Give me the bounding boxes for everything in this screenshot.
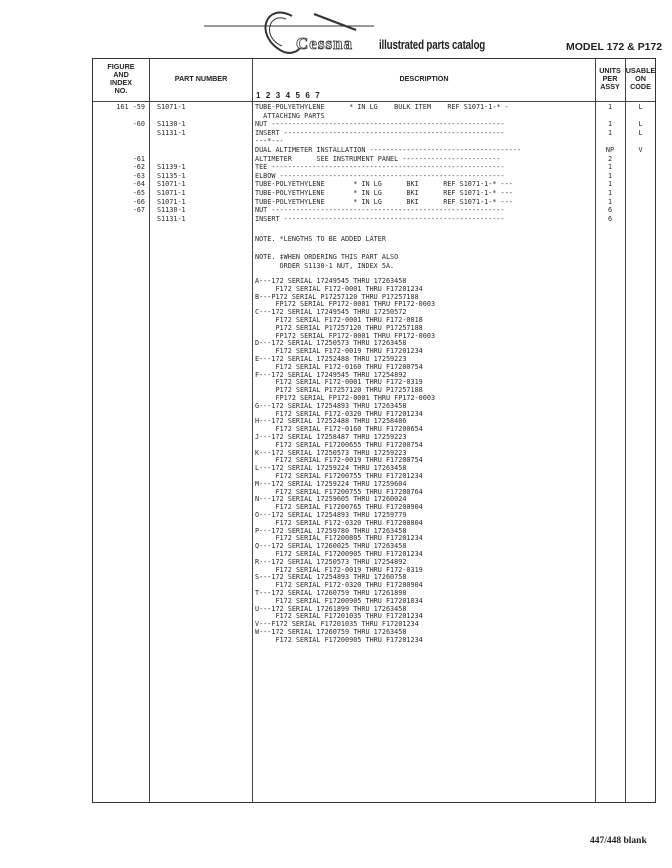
usable-code-line: T---172 SERIAL 17260759 THRU 17261898 xyxy=(255,590,407,597)
usable-code-line: O---172 SERIAL 17254893 THRU 17259779 xyxy=(255,512,407,519)
row-part-number: S1071-1 xyxy=(157,180,186,189)
row-description: NUT --------------------------------------------------------- xyxy=(255,120,505,129)
column-divider xyxy=(252,59,253,802)
usable-code-line: F172 SERIAL F172-0019 THRU F17201234 xyxy=(255,348,423,356)
row-units: NP xyxy=(605,146,615,154)
usable-code-line: F172 SERIAL F17201035 THRU F17201234 xyxy=(255,613,423,621)
header-line: NO. xyxy=(114,86,128,95)
usable-code-line: F172 SERIAL F172-0160 THRU F17200754 xyxy=(255,363,423,371)
usable-code-line: FP172 SERIAL FP172-0001 THRU FP172-0003 xyxy=(255,395,436,402)
header-line: PER xyxy=(602,74,618,83)
row-units: 1 xyxy=(607,180,613,189)
note-ordering-cont: ORDER S1130-1 NUT, INDEX 5A. xyxy=(255,261,395,270)
row-units: 1 xyxy=(607,103,613,111)
usable-code-line: F172 SERIAL F17200905 THRU F17201234 xyxy=(255,636,423,644)
usable-code-line: F172 SERIAL F172-0160 THRU F17200654 xyxy=(255,426,423,434)
usable-code-line: FP172 SERIAL FP172-0001 THRU FP172-0003 xyxy=(255,301,436,309)
row-part-number: S1139-1 xyxy=(157,163,186,172)
usable-code-line: N---172 SERIAL 17259605 THRU 17260024 xyxy=(255,496,407,504)
usable-code-line: F172 SERIAL F172-0320 THRU F17201234 xyxy=(255,410,423,418)
row-part-number: S1071-1 xyxy=(157,103,186,111)
usable-code-line: C---172 SERIAL 17249545 THRU 17250572 xyxy=(255,309,407,317)
usable-code-line: F172 SERIAL F172-0001 THRU F172-0018 xyxy=(255,317,423,324)
indent-level-digits: 1 2 3 4 5 6 7 xyxy=(256,91,322,100)
description-header: DESCRIPTION xyxy=(399,74,449,83)
usable-code-line: F172 SERIAL F17200905 THRU F17201034 xyxy=(255,597,423,605)
header-line: UNITS xyxy=(599,66,621,75)
units-header xyxy=(595,67,625,91)
row-description: ATTACHING PARTS xyxy=(255,111,325,120)
usable-code-header xyxy=(625,67,656,91)
usable-code-line: F172 SERIAL F17200905 THRU F17201234 xyxy=(255,551,423,558)
row-description: TUBE-POLYETHYLENE * IN LG BULK ITEM REF S1071-1-* - xyxy=(255,103,509,111)
column-divider xyxy=(149,59,150,802)
usable-code-line: K---172 SERIAL 17250573 THRU 17259223 xyxy=(255,449,407,457)
usable-code-line: F172 SERIAL F17200755 THRU F17200764 xyxy=(255,488,423,496)
usable-code-line: L---172 SERIAL 17259224 THRU 17263458 xyxy=(255,465,407,473)
row-units: 1 xyxy=(607,171,613,180)
catalog-title: illustrated parts catalog xyxy=(379,38,486,52)
parts-table xyxy=(92,58,656,803)
row-description: TUBE-POLYETHYLENE * IN LG BKI REF S1071-1-* --- xyxy=(255,180,513,189)
row-usable-code: V xyxy=(638,146,643,154)
row-part-number: S1130-1 xyxy=(157,206,186,215)
row-units: 1 xyxy=(607,189,613,197)
header-line: FIGURE xyxy=(107,62,135,71)
page-footer: 447/448 blank xyxy=(590,836,647,846)
usable-code-line: F172 SERIAL F172-0320 THRU F17200904 xyxy=(255,582,423,590)
row-index: -63 xyxy=(132,171,145,180)
row-description: TEE --------------------------------------------------------- xyxy=(255,163,505,172)
row-index: -61 xyxy=(132,154,145,163)
usable-code-line: R---172 SERIAL 17250573 THRU 17254892 xyxy=(255,558,407,566)
usable-code-line: D---172 SERIAL 17250573 THRU 17263458 xyxy=(255,340,407,348)
usable-code-line: B---P172 SERIAL P17257120 THRU P17257188 xyxy=(255,293,419,301)
row-part-number: S1131-1 xyxy=(157,128,186,137)
usable-code-line: E---172 SERIAL 17252488 THRU 17259223 xyxy=(255,356,407,363)
usable-code-line: FP172 SERIAL FP172-0001 THRU FP172-0003 xyxy=(255,332,436,340)
usable-code-line: F172 SERIAL F17200805 THRU F17201234 xyxy=(255,535,423,543)
row-index: -66 xyxy=(132,197,145,206)
usable-code-line: F172 SERIAL F172-0019 THRU F17200754 xyxy=(255,457,423,465)
row-index: -67 xyxy=(132,206,145,215)
usable-code-line: P172 SERIAL P17257120 THRU P17257188 xyxy=(255,324,423,332)
row-description: ALTIMETER SEE INSTRUMENT PANEL ------------------------ xyxy=(255,154,501,163)
row-units: 1 xyxy=(607,197,613,206)
header-line: ON xyxy=(635,74,646,83)
usable-code-line: F172 SERIAL F172-0019 THRU F172-0319 xyxy=(255,566,423,574)
usable-code-line: V---F172 SERIAL F17201035 THRU F17201234 xyxy=(255,621,419,629)
usable-code-line: U---172 SERIAL 17261899 THRU 17263458 xyxy=(255,605,407,613)
header-line: CODE xyxy=(630,82,651,91)
column-divider xyxy=(625,59,626,802)
header-line: USABLE xyxy=(625,66,656,75)
row-description: TUBE-POLYETHYLENE * IN LG BKI REF S1071-1-* --- xyxy=(255,197,513,206)
row-index: -64 xyxy=(132,180,145,189)
part-number-header: PART NUMBER xyxy=(174,74,228,83)
usable-code-line: F172 SERIAL F17200655 THRU F17200754 xyxy=(255,441,423,449)
row-description: ELBOW ------------------------------------------------------- xyxy=(255,171,505,180)
usable-code-line: A---172 SERIAL 17249545 THRU 17263458 xyxy=(255,278,407,285)
row-units: 6 xyxy=(607,214,613,223)
usable-code-line: M---172 SERIAL 17259224 THRU 17259604 xyxy=(255,480,407,488)
usable-code-line: F172 SERIAL F172-0320 THRU F17200804 xyxy=(255,519,423,527)
row-units: 2 xyxy=(607,154,613,163)
row-description: TUBE-POLYETHYLENE * IN LG BKI REF S1071-1-* --- xyxy=(255,189,513,197)
figure-index-header xyxy=(93,63,149,95)
row-index: -60 xyxy=(132,120,145,129)
row-part-number: S1071-1 xyxy=(157,197,186,206)
usable-code-line: J---172 SERIAL 17258487 THRU 17259223 xyxy=(255,434,407,441)
header-line: ASSY xyxy=(600,82,620,91)
usable-code-line: F172 SERIAL F17200755 THRU F17201234 xyxy=(255,473,423,480)
row-usable-code: L xyxy=(638,128,643,137)
usable-code-line: S---172 SERIAL 17254893 THRU 17260758 xyxy=(255,574,407,582)
row-description: ---*--- xyxy=(255,137,284,146)
row-usable-code: L xyxy=(638,120,643,129)
row-part-number: S1130-1 xyxy=(157,120,186,129)
usable-code-line: P---172 SERIAL 17259780 THRU 17263458 xyxy=(255,527,407,535)
row-part-number: S1135-1 xyxy=(157,171,186,180)
row-units: 1 xyxy=(607,128,613,137)
row-description: DUAL ALTIMETER INSTALLATION ------------------------------------- xyxy=(255,146,521,154)
usable-code-line: G---172 SERIAL 17254893 THRU 17263458 xyxy=(255,402,407,410)
row-part-number: S1131-1 xyxy=(157,214,186,223)
usable-code-line: F172 SERIAL F172-0001 THRU F172-0319 xyxy=(255,379,423,387)
row-index: -62 xyxy=(132,163,145,172)
row-description: INSERT ------------------------------------------------------ xyxy=(255,128,505,137)
header-line: AND xyxy=(113,70,129,79)
model-title: MODEL 172 & P172 xyxy=(566,41,663,53)
usable-code-line: Q---172 SERIAL 17260025 THRU 17263458 xyxy=(255,543,407,551)
row-description: INSERT ------------------------------------------------------ xyxy=(255,214,505,223)
row-index: 161 -59 xyxy=(116,103,145,111)
page-header xyxy=(0,0,672,62)
usable-code-line: P172 SERIAL P17257120 THRU P17257188 xyxy=(255,387,423,395)
usable-code-line: W---172 SERIAL 17260759 THRU 17263458 xyxy=(255,629,407,636)
cessna-logo xyxy=(196,4,380,58)
row-index: -65 xyxy=(132,189,145,197)
header-divider xyxy=(93,101,655,102)
row-units: 6 xyxy=(607,206,613,215)
row-usable-code: L xyxy=(638,103,643,111)
header-line: INDEX xyxy=(110,78,132,87)
note-ordering: NOTE. ‡WHEN ORDERING THIS PART ALSO xyxy=(255,253,399,261)
usable-code-line: H---172 SERIAL 17252488 THRU 17258486 xyxy=(255,418,407,426)
row-description: NUT --------------------------------------------------------- xyxy=(255,206,505,215)
note-lengths: NOTE. *LENGTHS TO BE ADDED LATER xyxy=(255,235,386,243)
usable-code-line: F172 SERIAL F172-0001 THRU F17201234 xyxy=(255,285,423,293)
row-part-number: S1071-1 xyxy=(157,189,186,197)
logo-wordmark: Cessna xyxy=(296,34,354,53)
row-units: 1 xyxy=(607,163,613,172)
usable-code-line: F---172 SERIAL 17249545 THRU 17254892 xyxy=(255,371,407,379)
usable-code-line: F172 SERIAL F17200765 THRU F17200904 xyxy=(255,504,423,512)
row-units: 1 xyxy=(607,120,613,129)
